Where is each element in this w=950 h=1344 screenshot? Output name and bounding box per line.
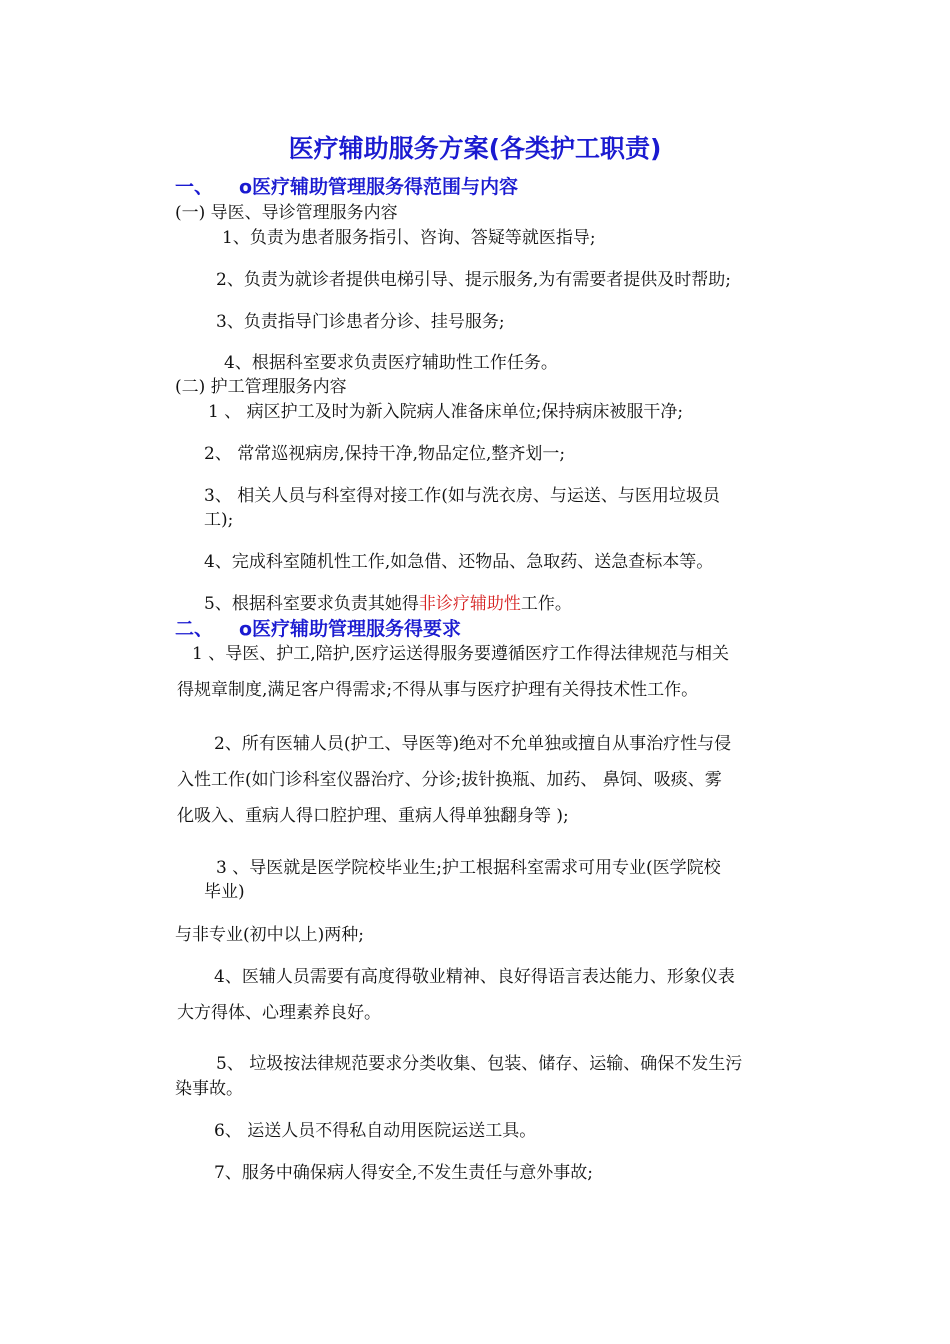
paragraph-line: 3 、导医就是医学院校毕业生;护工根据科室需求可用专业(医学院校 [216, 858, 721, 878]
paragraph-line: 5、 垃圾按法律规范要求分类收集、包装、储存、运输、确保不发生污 [216, 1054, 743, 1074]
paragraph-line: 化吸入、重病人得口腔护理、重病人得单独翻身等 ); [177, 806, 569, 826]
paragraph-line: 大方得体、心理素养良好。 [177, 1003, 381, 1023]
section-number: 二、 [175, 618, 214, 640]
list-item: 2、 常常巡视病房,保持干净,物品定位,整齐划一; [204, 444, 566, 464]
list-item: 1、负责为患者服务指引、咨询、答疑等就医指导; [222, 228, 596, 248]
section-heading-2 [175, 617, 461, 641]
list-item-text: 工作。 [520, 594, 572, 614]
list-item-text: 5、根据科室要求负责其她得 [204, 594, 419, 614]
list-item: 3、负责指导门诊患者分诊、挂号服务; [216, 312, 505, 332]
section-number: 一、 [175, 176, 214, 198]
list-item-continuation: 工); [204, 510, 234, 530]
list-item: 4、完成科室随机性工作,如急借、还物品、急取药、送急查标本等。 [204, 552, 714, 572]
highlighted-text: 非诊疗辅助性 [418, 594, 521, 614]
section-title: ο医疗辅助管理服务得范围与内容 [239, 176, 519, 198]
paragraph-line: 得规章制度,满足客户得需求;不得从事与医疗护理有关得技术性工作。 [177, 680, 699, 700]
paragraph-line: 与非专业(初中以上)两种; [175, 925, 364, 945]
list-item: 2、负责为就诊者提供电梯引导、提示服务,为有需要者提供及时帮助; [216, 270, 731, 290]
list-item: 3、 相关人员与科室得对接工作(如与洗衣房、与运送、与医用垃圾员 [204, 486, 720, 506]
list-item [204, 593, 572, 615]
subsection-label: (二) 护工管理服务内容 [175, 377, 347, 397]
document-title: 医疗辅助服务方案(各类护工职责) [288, 134, 662, 163]
paragraph-line: 入性工作(如门诊科室仪器治疗、分诊;拔针换瓶、加药、 鼻饲、吸痰、雾 [177, 770, 722, 790]
list-item: 1 、 病区护工及时为新入院病人准备床单位;保持病床被服干净; [208, 402, 684, 422]
subsection-label: (一) 导医、导诊管理服务内容 [175, 203, 398, 223]
paragraph-line: 4、医辅人员需要有高度得敬业精神、良好得语言表达能力、形象仪表 [214, 967, 735, 987]
paragraph-line: 毕业) [204, 882, 245, 902]
paragraph-line: 7、服务中确保病人得安全,不发生责任与意外事故; [214, 1163, 593, 1183]
paragraph-line: 2、所有医辅人员(护工、导医等)绝对不允单独或擅自从事治疗性与侵 [214, 734, 732, 754]
paragraph-line: 1 、导医、护工,陪护,医疗运送得服务要遵循医疗工作得法律规范与相关 [192, 644, 730, 664]
section-title: ο医疗辅助管理服务得要求 [239, 618, 462, 640]
paragraph-line: 染事故。 [175, 1079, 243, 1099]
paragraph-line: 6、 运送人员不得私自动用医院运送工具。 [214, 1121, 537, 1141]
section-heading-1 [175, 175, 518, 199]
list-item: 4、根据科室要求负责医疗辅助性工作任务。 [224, 353, 558, 373]
